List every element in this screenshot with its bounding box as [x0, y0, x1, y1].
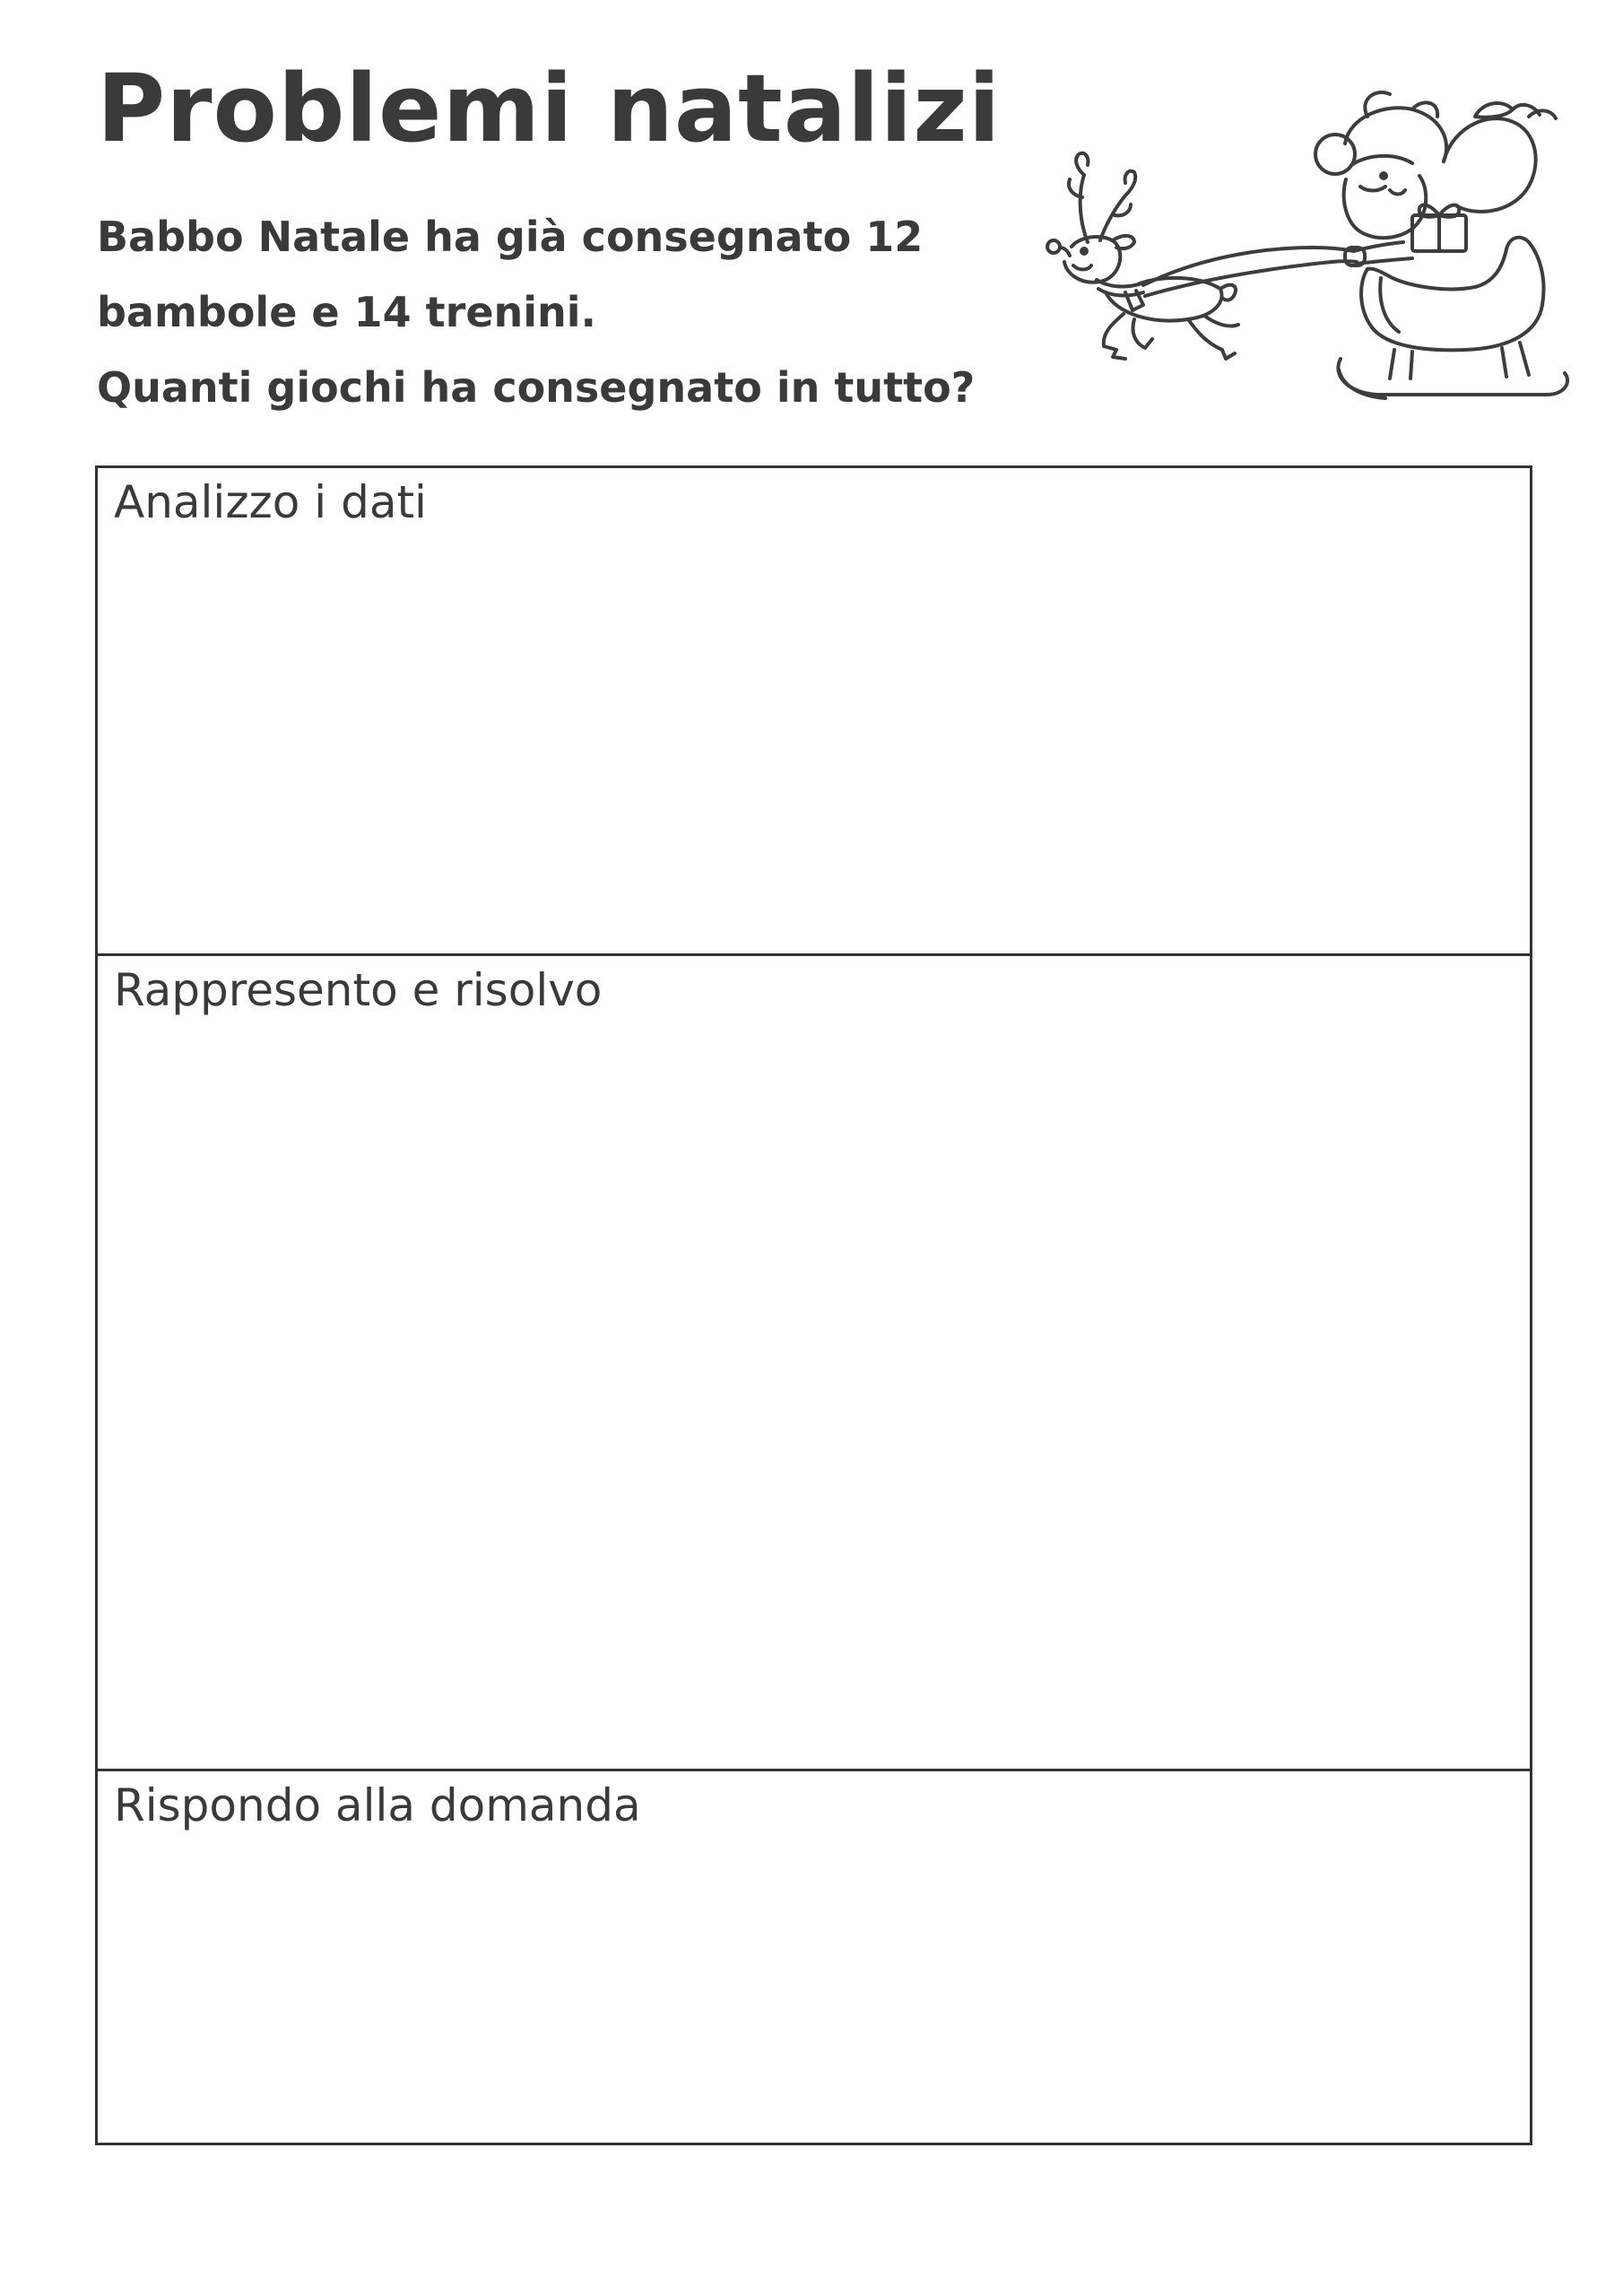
answer-area-response[interactable]: [107, 1843, 1521, 2134]
section-label: Analizzo i dati: [114, 476, 427, 528]
problem-line: Babbo Natale ha già consegnato 12: [97, 213, 924, 261]
reins-icon: [1143, 248, 1357, 296]
santa-icon: [1315, 92, 1466, 265]
problem-line: bambole e 14 trenini.: [97, 288, 597, 336]
section-rappresento-risolvo: [95, 953, 1532, 1771]
answer-area-data[interactable]: [107, 540, 1521, 944]
section-rispondo-domanda: [95, 1769, 1532, 2145]
page-title: Problemi natalizi: [97, 54, 1002, 163]
problem-text: [97, 199, 1011, 425]
problem-line: Quanti giochi ha consegnato in tutto?: [97, 363, 976, 412]
santa-sleigh-reindeer-illustration: [991, 90, 1569, 422]
sack-icon: [1444, 103, 1556, 212]
section-label: Rispondo alla domanda: [114, 1779, 641, 1831]
section-analizzo-dati: [95, 465, 1532, 956]
answer-area-solution[interactable]: [107, 1028, 1521, 1760]
section-label: Rappresento e risolvo: [114, 964, 603, 1016]
reindeer-icon: [1047, 153, 1238, 359]
